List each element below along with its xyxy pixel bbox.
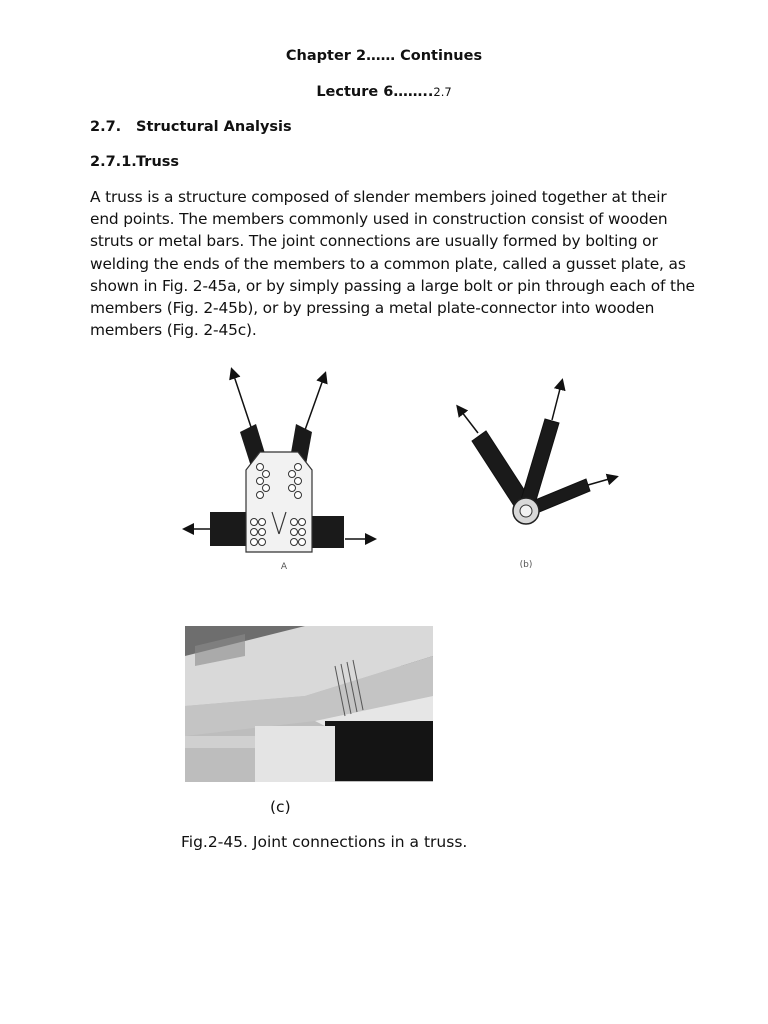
bottom-chord — [310, 516, 344, 548]
subsection-number: 2.7.1. — [90, 154, 137, 170]
section-title: Structural Analysis — [136, 119, 292, 135]
figure-caption: Fig.2-45. Joint connections in a truss. — [181, 833, 468, 851]
subsection-title: Truss — [136, 154, 180, 170]
force-arrow — [552, 381, 562, 420]
bottom-chord — [210, 512, 246, 546]
lecture-label: Lecture 6…….. — [316, 84, 434, 100]
gusset-plate — [246, 452, 312, 552]
paragraph-line: welding the ends of the members to a common plate, called a gusset plate, as — [90, 254, 686, 273]
gusset-plate-figure — [180, 362, 385, 577]
figure-label-a: A — [280, 562, 288, 572]
section-heading — [90, 119, 292, 135]
paragraph-line: struts or metal bars. The joint connections are usually formed by bolting or — [90, 232, 658, 251]
paragraph-line: members (Fig. 2-45c). — [90, 321, 257, 340]
chapter-title: Chapter 2…… Continues — [285, 48, 483, 64]
figure-label-b: (b) — [519, 560, 533, 570]
paragraph-line: A truss is a structure composed of slender members joined together at their — [90, 188, 667, 206]
paragraph-line: shown in Fig. 2-45a, or by simply passing a large bolt or pin through each of the — [90, 276, 695, 295]
lecture-title — [0, 84, 768, 100]
lecture-number: 2.7 — [433, 85, 452, 99]
plate-connector-photo — [185, 626, 433, 782]
paragraph-line: end points. The members commonly used in construction consist of wooden — [90, 210, 668, 229]
force-arrow — [232, 370, 252, 430]
subsection-heading — [90, 154, 179, 170]
force-arrow — [458, 407, 478, 433]
paragraph-line: members (Fig. 2-45b), or by pressing a metal plate-connector into wooden — [90, 299, 655, 318]
section-number: 2.7. — [90, 119, 122, 135]
pin-joint-figure — [450, 375, 625, 575]
body-paragraph — [90, 186, 695, 341]
force-arrow — [305, 374, 325, 430]
force-arrow — [588, 477, 616, 485]
figure-label-c: (c) — [270, 798, 291, 816]
